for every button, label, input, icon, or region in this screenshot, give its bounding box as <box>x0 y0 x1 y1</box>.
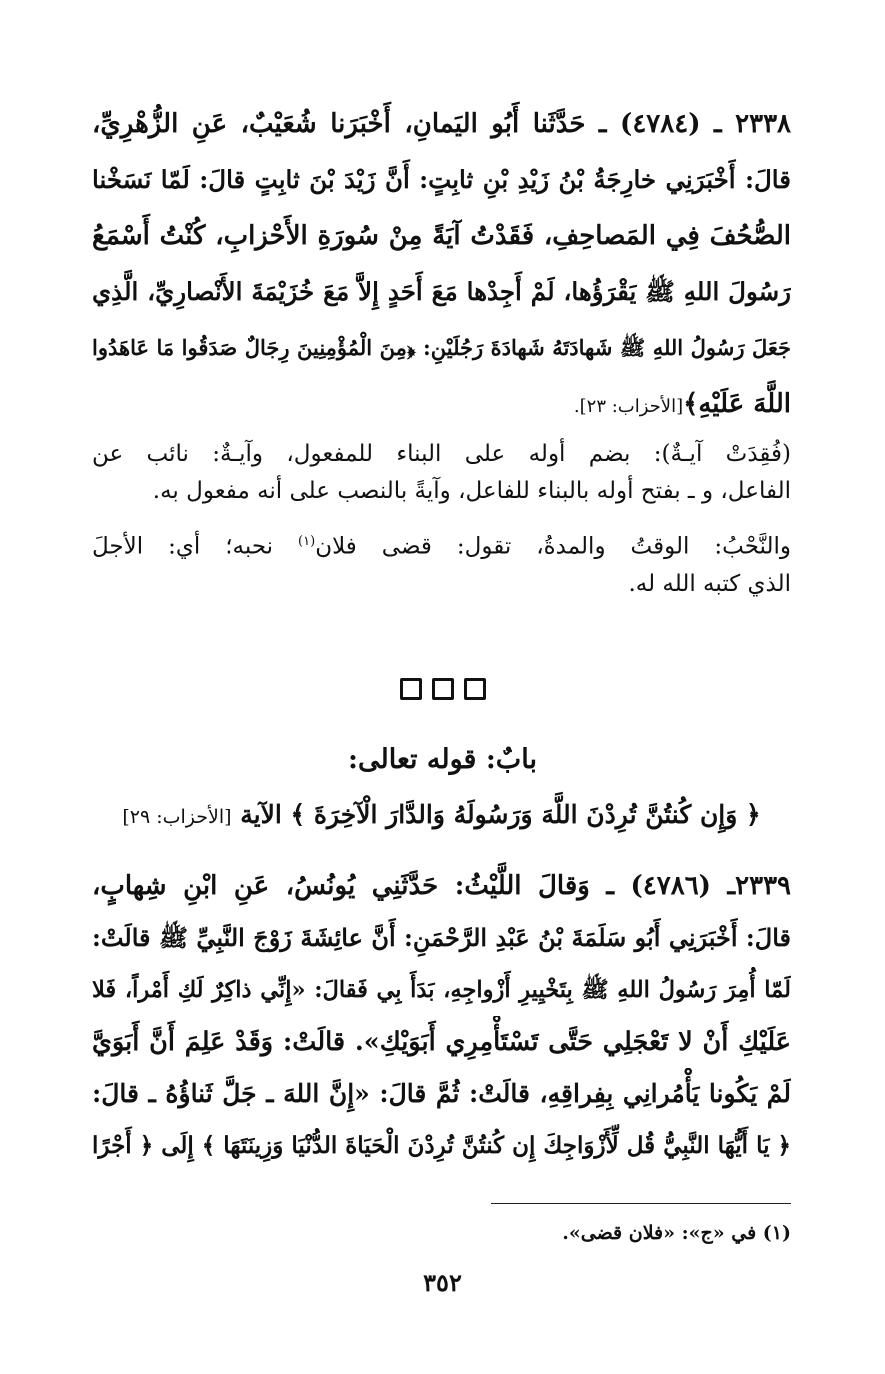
hadith-line: ﴿ يَا أَيُّهَا النَّبِيُّ قُل لِّأَزْوَاجِكَ إِن كُنتُنَّ تُرِدْنَ الْحَيَاةَ الدُّنْيَا وَزِينَتَهَا ﴾ إِلَى ﴿ أَجْرًا <box>92 1132 791 1159</box>
square-ornament-icon <box>432 678 454 700</box>
section-separator <box>0 678 885 700</box>
hadith-line <box>92 376 791 435</box>
hadith-line: لَمْ يَكُونا يَأْمُرانِي بِفِراقِهِ، قالَتْ: ثُمَّ قالَ: «إِنَّ اللهَ ـ جَلَّ ثَناؤُهُ ـ قالَ: <box>92 1079 791 1108</box>
hadith-2338 <box>92 96 791 435</box>
hadith-line: قالَ: أَخْبَرَنِي خارِجَةُ بْنُ زَيْدِ بْنِ ثابِتٍ: أَنَّ زَيْدَ بْنَ ثابِتٍ قالَ: لَمّا نَسَخْنا <box>92 165 791 194</box>
hadith-line: الصُّحُفَ فِي المَصاحِفِ، فَقَدْتُ آيَةً مِنْ سُورَةِ الأَحْزابِ، كُنْتُ أَسْمَعُ <box>92 221 791 251</box>
quran-quote: اللَّهَ عَلَيْهِ﴾ <box>683 389 791 419</box>
hadith-line: ٢٣٣٨ ـ (٤٧٨٤) ـ حَدَّثَنا أَبُو اليَمانِ، أَخْبَرَنا شُعَيْبٌ، عَنِ الزُّهْرِيِّ، <box>92 109 791 139</box>
page-number: ٣٥٢ <box>423 1268 462 1297</box>
footnote-divider <box>491 1203 791 1204</box>
square-ornament-icon <box>464 678 486 700</box>
commentary-line: (فُقِدَتْ آيـةٌ): بضم أوله على البناء للمفعول، وآيـةٌ: نائب عن <box>92 441 791 467</box>
hadith-line: عَلَيْكِ أَنْ لا تَعْجَلِي حَتَّى تَسْتَأْمِرِي أَبَوَيْكِ». قالَتْ: وَقَدْ عَلِمَ أَنَّ أَبَوَيَّ <box>92 1027 791 1057</box>
square-ornament-icon <box>400 678 422 700</box>
commentary-line: الفاعل، و ـ بفتح أوله بالبناء للفاعل، وآيةً بالنصب على أنه مفعول به. <box>152 478 791 504</box>
commentary-line <box>92 523 791 566</box>
commentary-text: والنَّحْبُ: الوقتُ والمدةُ، تقول: قضى فلان <box>315 533 791 560</box>
footnote-marker: (١) <box>298 534 316 549</box>
chapter-verse <box>92 800 791 829</box>
hadith-line: قالَ: أَخْبَرَنِي أَبُو سَلَمَةَ بْنُ عَبْدِ الرَّحْمَنِ: أَنَّ عائِشَةَ زَوْجَ النَّبِيِّ ﷺ قالَتْ: <box>92 923 791 952</box>
chapter-title: بابٌ: قوله تعالى: <box>348 744 537 775</box>
hadith-line: رَسُولَ اللهِ ﷺ يَقْرَؤُها، لَمْ أَجِدْها مَعَ أَحَدٍ إِلاَّ مَعَ خُزَيْمَةَ الأَنْصارِيِّ، الَّذِي <box>92 277 791 306</box>
commentary-line: الذي كتبه الله له. <box>628 570 791 597</box>
verse-reference: [الأحزاب: ٢٩] <box>122 806 232 828</box>
hadith-line: لَمّا أُمِرَ رَسُولُ اللهِ ﷺ بِتَخْيِيرِ أَزْواجِهِ، بَدَأَ بِي فَقالَ: «إِنِّي ذاكِرٌ لَكِ أَمْراً، فَلا <box>92 977 791 1003</box>
hadith-2339 <box>92 860 791 1172</box>
hadith-line: جَعَلَ رَسُولُ اللهِ ﷺ شَهادَتَهُ شَهادَةَ رَجُلَيْنِ: ﴿مِنَ الْمُؤْمِنِينَ رِجَالٌ صَدَقُوا مَا عَاهَدُوا <box>92 335 791 360</box>
verse-reference: [الأحزاب: ٢٣]. <box>573 396 684 417</box>
quran-verse: ﴿ وَإِن كُنتُنَّ تُرِدْنَ اللَّهَ وَرَسُولَهُ وَالدَّارَ الْآخِرَةَ ﴾ <box>290 800 761 829</box>
hadith-line: ٢٣٣٩ـ (٤٧٨٦) ـ وَقالَ اللَّيْثُ: حَدَّثَنِي يُونُسُ، عَنِ ابْنِ شِهابٍ، <box>92 871 791 901</box>
footnote: (١) في «ج»: «فلان قضى». <box>562 1222 791 1244</box>
commentary-text: نحبه؛ أي: الأجلَ <box>92 533 299 560</box>
commentary <box>92 436 791 603</box>
verse-suffix: الآية <box>231 800 291 829</box>
